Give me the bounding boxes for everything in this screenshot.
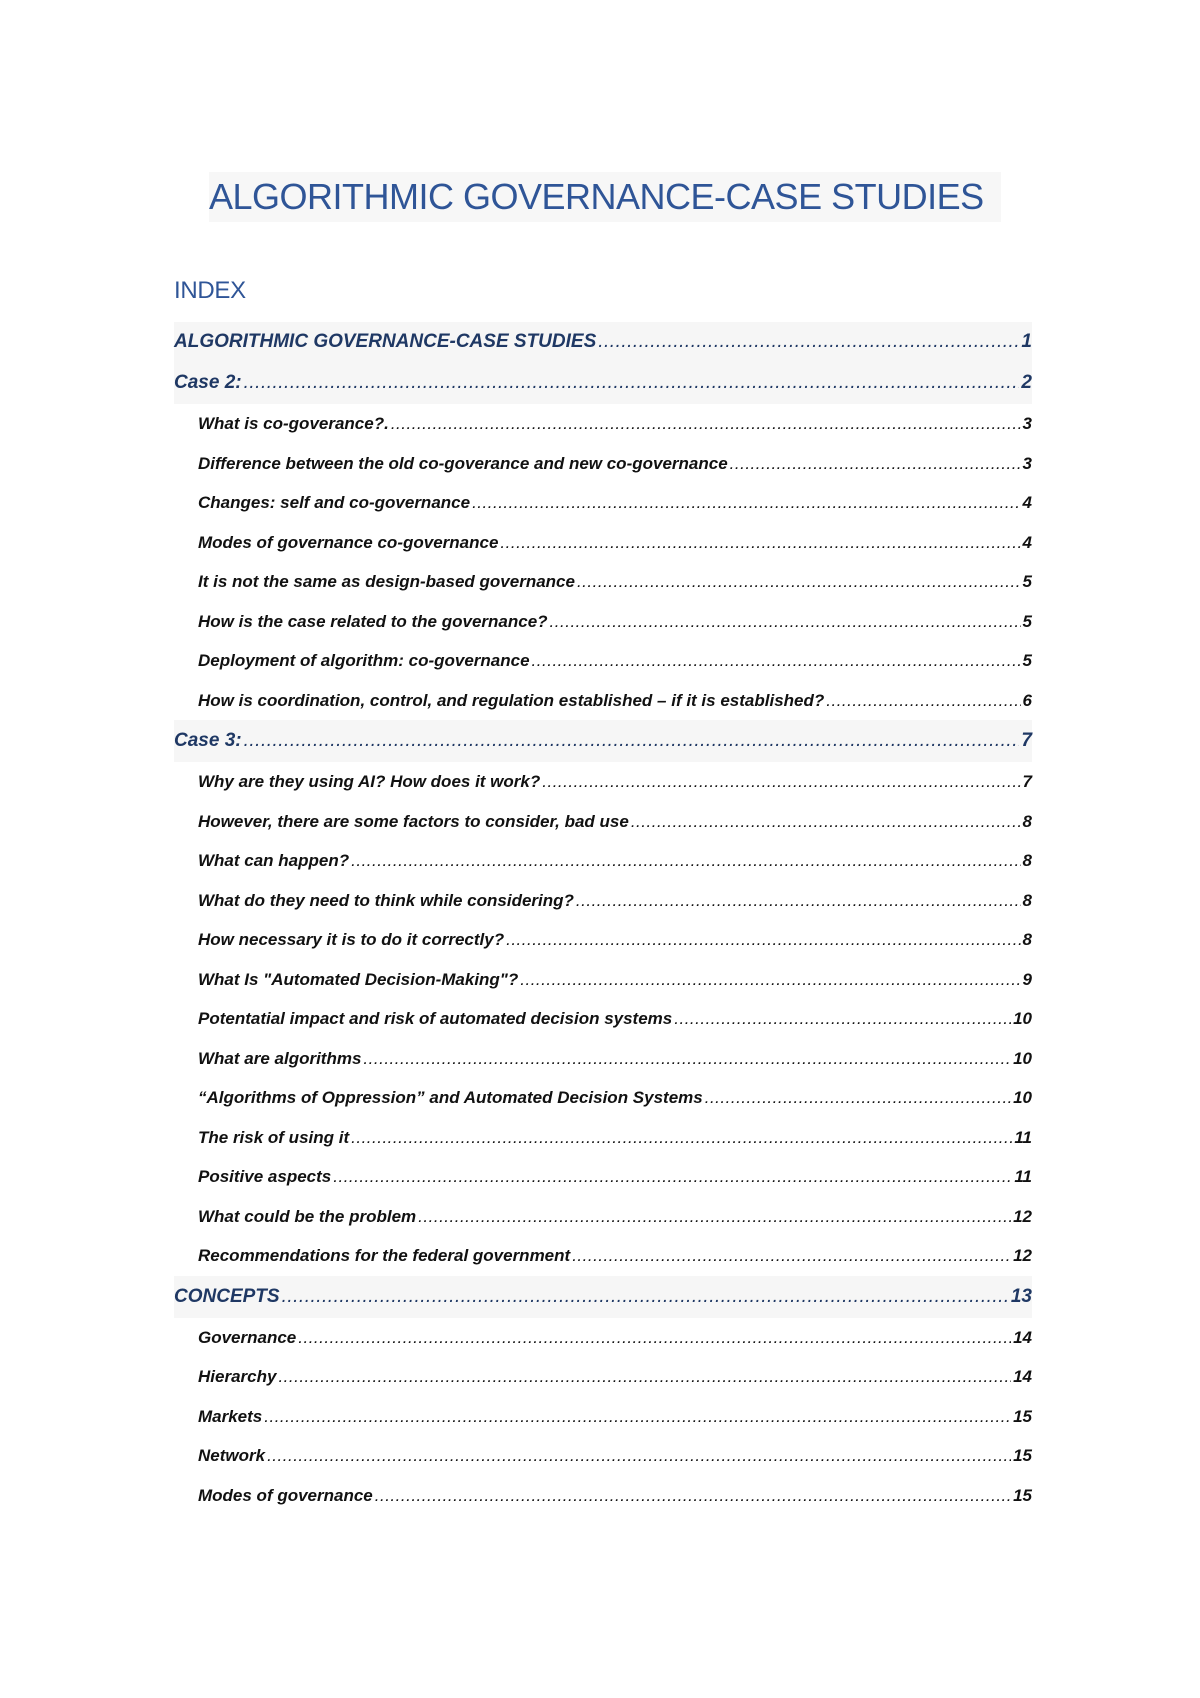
toc-entry-label: How is coordination, control, and regulation established – if it is established? xyxy=(198,690,825,710)
toc-entry-label: Changes: self and co-governance xyxy=(198,493,471,512)
toc-page-number: 3 xyxy=(1022,414,1032,433)
toc-entry[interactable] xyxy=(174,562,1032,602)
toc-page-number: 11 xyxy=(1014,1127,1032,1147)
dot-leader xyxy=(244,720,1020,762)
toc-page-number: 10 xyxy=(1013,1088,1032,1107)
toc-entry-label: Why are they using AI? How does it work? xyxy=(198,772,541,791)
dot-leader xyxy=(278,1357,1011,1397)
dot-leader xyxy=(520,960,1020,1000)
toc-entry-label: The risk of using it xyxy=(198,1127,350,1147)
toc-page-number: 8 xyxy=(1022,851,1032,870)
dot-leader xyxy=(577,562,1021,602)
toc-page-number: 12 xyxy=(1013,1246,1032,1265)
toc-entry-label: However, there are some factors to consider, bad use xyxy=(198,811,629,831)
toc-page-number: 7 xyxy=(1021,730,1032,751)
toc-entry[interactable] xyxy=(174,523,1032,563)
toc-entry-label: What are algorithms xyxy=(198,1048,362,1068)
toc-page-number: 10 xyxy=(1013,1048,1032,1068)
toc-page-number: 13 xyxy=(1010,1285,1032,1307)
toc-entry[interactable] xyxy=(174,1476,1032,1516)
toc-page-number: 5 xyxy=(1022,651,1032,670)
dot-leader xyxy=(282,1276,1009,1318)
dot-leader xyxy=(826,681,1020,721)
dot-leader xyxy=(298,1318,1011,1358)
dot-leader xyxy=(333,1157,1012,1197)
toc-entry[interactable] xyxy=(174,1236,1032,1276)
index-heading: INDEX xyxy=(174,277,246,304)
toc-entry-label: How is the case related to the governance? xyxy=(198,611,548,631)
toc-page-number: 14 xyxy=(1013,1327,1032,1347)
toc-page-number: 5 xyxy=(1022,572,1032,591)
toc-entry[interactable] xyxy=(174,1357,1032,1397)
dot-leader xyxy=(351,1118,1012,1158)
toc-entry-label: What is co-goverance?. xyxy=(198,414,389,433)
toc-heading-entry[interactable] xyxy=(174,1276,1032,1318)
toc-entry-label: What Is "Automated Decision-Making"? xyxy=(198,969,519,989)
toc-entry[interactable] xyxy=(174,404,1032,444)
toc-page-number: 11 xyxy=(1014,1167,1032,1186)
toc-page-number: 1 xyxy=(1021,331,1032,352)
toc-page-number: 3 xyxy=(1022,453,1032,473)
toc-page-number: 15 xyxy=(1013,1406,1032,1426)
toc-page-number: 9 xyxy=(1022,969,1032,989)
toc-page-number: 15 xyxy=(1013,1485,1032,1505)
dot-leader xyxy=(351,841,1020,881)
toc-entry[interactable] xyxy=(174,920,1032,960)
toc-entry[interactable] xyxy=(174,602,1032,642)
toc-entry-label: Modes of governance xyxy=(198,1485,373,1505)
toc-entry[interactable] xyxy=(174,881,1032,921)
toc-entry[interactable] xyxy=(174,444,1032,484)
dot-leader xyxy=(264,1397,1011,1437)
dot-leader xyxy=(267,1436,1011,1476)
toc-page-number: 2 xyxy=(1021,372,1032,393)
toc-entry-label: Markets xyxy=(198,1406,263,1426)
dot-leader xyxy=(244,362,1020,404)
dot-leader xyxy=(730,444,1021,484)
dot-leader xyxy=(363,1039,1011,1079)
toc-heading-entry[interactable] xyxy=(174,362,1032,404)
toc-entry[interactable] xyxy=(174,1197,1032,1237)
toc-entry-label: Case 2: xyxy=(174,372,242,393)
toc-entry-label: Recommendations for the federal government xyxy=(198,1246,571,1265)
dot-leader xyxy=(542,762,1020,802)
toc-entry[interactable] xyxy=(174,483,1032,523)
dot-leader xyxy=(500,523,1020,563)
toc-page-number: 12 xyxy=(1013,1206,1032,1226)
toc-entry-label: ALGORITHMIC GOVERNANCE-CASE STUDIES xyxy=(174,331,597,352)
dot-leader xyxy=(705,1078,1011,1118)
toc-entry-label: What can happen? xyxy=(198,851,350,870)
toc-entry[interactable] xyxy=(174,1039,1032,1079)
toc-entry[interactable] xyxy=(174,999,1032,1039)
toc-page-number: 10 xyxy=(1013,1009,1032,1028)
toc-page-number: 5 xyxy=(1022,611,1032,631)
toc-entry[interactable] xyxy=(174,841,1032,881)
toc-entry[interactable] xyxy=(174,1078,1032,1118)
dot-leader xyxy=(418,1197,1011,1237)
dot-leader xyxy=(550,602,1021,642)
toc-entry-label: Modes of governance co-governance xyxy=(198,532,499,552)
toc-entry-label: Network xyxy=(198,1446,266,1465)
toc-entry-label: How necessary it is to do it correctly? xyxy=(198,930,505,949)
dot-leader xyxy=(576,881,1021,921)
toc-entry[interactable] xyxy=(174,681,1032,721)
toc-heading-entry[interactable] xyxy=(174,322,1032,362)
toc-entry-label: It is not the same as design-based governance xyxy=(198,572,575,591)
toc-page-number: 4 xyxy=(1022,532,1032,552)
dot-leader xyxy=(472,483,1020,523)
toc-page-number: 4 xyxy=(1022,493,1032,512)
toc-page-number: 7 xyxy=(1022,772,1032,791)
toc-entry-label: What do they need to think while considering? xyxy=(198,890,574,910)
toc-entry-label: What could be the problem xyxy=(198,1206,417,1226)
toc-entry-label: Governance xyxy=(198,1327,297,1347)
toc-page-number: 8 xyxy=(1022,890,1032,910)
toc-entry[interactable] xyxy=(174,1397,1032,1437)
toc-page-number: 8 xyxy=(1022,811,1032,831)
dot-leader xyxy=(598,322,1019,362)
toc-page-number: 15 xyxy=(1013,1446,1032,1465)
toc-page-number: 14 xyxy=(1013,1367,1032,1386)
toc-entry-label: Hierarchy xyxy=(198,1367,277,1386)
toc-entry-label: Deployment of algorithm: co-governance xyxy=(198,651,530,670)
toc-entry-label: Potentatial impact and risk of automated decision systems xyxy=(198,1009,673,1028)
dot-leader xyxy=(631,802,1021,842)
dot-leader xyxy=(674,999,1011,1039)
toc-page-number: 8 xyxy=(1022,930,1032,949)
dot-leader xyxy=(572,1236,1011,1276)
toc-entry[interactable] xyxy=(174,1436,1032,1476)
dot-leader xyxy=(391,404,1021,444)
document-title: ALGORITHMIC GOVERNANCE-CASE STUDIES xyxy=(209,172,1001,222)
toc-entry-label: CONCEPTS xyxy=(174,1285,280,1307)
toc-page-number: 6 xyxy=(1022,690,1032,710)
toc-entry-label: Difference between the old co-goverance and new co-governance xyxy=(198,453,728,473)
toc-entry[interactable] xyxy=(174,1118,1032,1158)
toc-entry[interactable] xyxy=(174,1318,1032,1358)
toc-heading-entry[interactable] xyxy=(174,720,1032,762)
toc-entry[interactable] xyxy=(174,960,1032,1000)
toc-entry[interactable] xyxy=(174,641,1032,681)
toc-entry[interactable] xyxy=(174,1157,1032,1197)
toc-entry[interactable] xyxy=(174,802,1032,842)
toc-entry-label: Case 3: xyxy=(174,730,242,751)
toc-entry-label: Positive aspects xyxy=(198,1167,332,1186)
toc-entry[interactable] xyxy=(174,762,1032,802)
dot-leader xyxy=(375,1476,1011,1516)
dot-leader xyxy=(532,641,1021,681)
table-of-contents xyxy=(174,322,1032,1515)
dot-leader xyxy=(506,920,1020,960)
toc-entry-label: “Algorithms of Oppression” and Automated Decision Systems xyxy=(198,1088,703,1107)
